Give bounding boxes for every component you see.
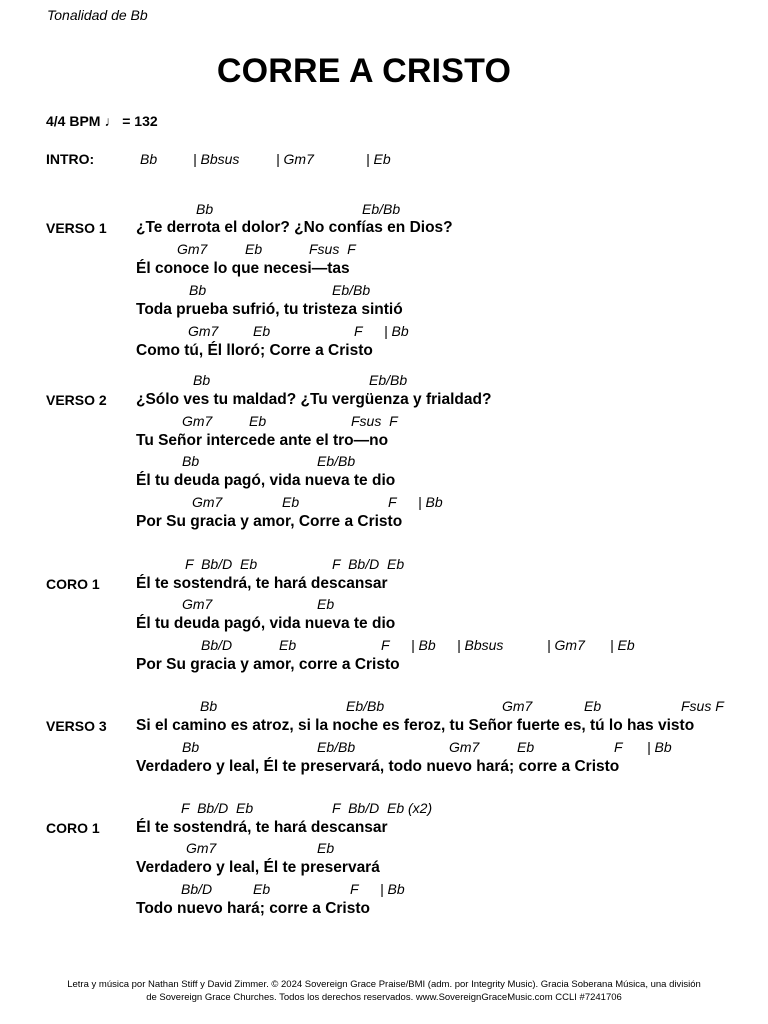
footer-line: de Sovereign Grace Churches. Todos los derechos reservados. www.SovereignGraceMusic.com CCLI #7241706 (146, 991, 622, 1003)
chord: Bb (182, 453, 200, 469)
chord: Eb/Bb (332, 282, 371, 298)
section-label-chorus-1: CORO 1 (46, 576, 100, 592)
song-title: CORRE A CRISTO (216, 52, 512, 90)
chord: | Gm7 (547, 637, 585, 653)
chord: Gm7 (177, 241, 208, 257)
chord: F Bb/D Eb (x2) (332, 800, 433, 816)
lyric-line: Él te sostendrá, te hará descansar (136, 575, 388, 592)
chord: Eb (253, 323, 271, 339)
copyright-footer (0, 979, 768, 1004)
chord: Bb/D (181, 881, 213, 897)
lyric-line: Verdadero y leal, Él te preservará, todo nuevo hará; corre a Cristo (136, 758, 620, 775)
lyric-line: ¿Te derrota el dolor? ¿No confías en Dios? (136, 219, 453, 236)
lyric-line: Como tú, Él lloró; Corre a Cristo (136, 342, 373, 359)
chord: F Bb/D Eb (181, 800, 254, 816)
chord: Bb (193, 372, 211, 388)
chord: Bb (200, 698, 218, 714)
lyric-line: ¿Sólo ves tu maldad? ¿Tu vergüenza y frialdad? (136, 391, 492, 408)
chord: Gm7 (188, 323, 219, 339)
chord: Gm7 (449, 739, 480, 755)
chord: F (381, 637, 390, 653)
chord: F (354, 323, 363, 339)
chord: Eb/Bb (369, 372, 408, 388)
chord: Eb (279, 637, 297, 653)
chord: Eb (317, 840, 335, 856)
section-label-verse-3: VERSO 3 (46, 718, 107, 734)
chord: Gm7 (186, 840, 217, 856)
chord: F (388, 494, 397, 510)
chord: Eb (249, 413, 267, 429)
key-note: Tonalidad de Bb (47, 7, 148, 23)
chord: | Bb (411, 637, 436, 653)
chord: | Bb (418, 494, 443, 510)
chord: Fsus F (309, 241, 356, 257)
lyric-line: Él tu deuda pagó, vida nueva te dio (136, 615, 396, 632)
lyric-line: Él te sostendrá, te hará descansar (136, 819, 388, 836)
chord: F (614, 739, 623, 755)
chord: Gm7 (502, 698, 533, 714)
chord: Eb/Bb (362, 201, 401, 217)
lyric-line: Si el camino es atroz, si la noche es feroz, tu Señor fuerte es, tú lo has visto (136, 717, 695, 734)
lyric-line: Por Su gracia y amor, Corre a Cristo (136, 513, 403, 530)
chord: Eb (245, 241, 263, 257)
chord: Eb/Bb (346, 698, 385, 714)
chord: | Bbsus (193, 151, 240, 167)
chord: Fsus F (681, 698, 724, 714)
footer-line: Letra y música por Nathan Stiff y David Zimmer. © 2024 Sovereign Grace Praise/BMI (adm. por Integrity Music). Gracia Soberana Música, una división (67, 979, 701, 990)
chord: Eb (517, 739, 535, 755)
chord: Gm7 (182, 596, 213, 612)
lyric-line: Él tu deuda pagó, vida nueva te dio (136, 472, 396, 489)
chord: F (350, 881, 359, 897)
chord: F Bb/D Eb (185, 556, 258, 572)
chord: | Eb (366, 151, 391, 167)
chord: Eb/Bb (317, 739, 356, 755)
lyric-line: Toda prueba sufrió, tu tristeza sintió (136, 301, 403, 318)
lyric-line: Tu Señor intercede ante el tro—no (136, 432, 389, 449)
chord: Bb (196, 201, 214, 217)
chord: F Bb/D Eb (332, 556, 405, 572)
chord: Gm7 (182, 413, 213, 429)
chord: | Bb (647, 739, 672, 755)
chord: Eb (584, 698, 602, 714)
chord: | Eb (610, 637, 635, 653)
chord: Bb/D (201, 637, 233, 653)
chord: Bb (189, 282, 207, 298)
section-label-verse-1: VERSO 1 (46, 220, 107, 236)
chord: Bb (140, 151, 158, 167)
lyric-line: Él conoce lo que necesi—tas (136, 260, 350, 277)
chord: Eb/Bb (317, 453, 356, 469)
tempo-marking: 4/4 BPM ♩ = 132 (46, 113, 158, 129)
chord: | Bbsus (457, 637, 504, 653)
lyric-line: Por Su gracia y amor, corre a Cristo (136, 656, 400, 673)
section-label-verse-2: VERSO 2 (46, 392, 107, 408)
chord: Eb (253, 881, 271, 897)
section-label-intro: INTRO: (46, 151, 95, 167)
lyric-line: Verdadero y leal, Él te preservará (136, 859, 380, 876)
chord: Fsus F (351, 413, 398, 429)
chord: Eb (317, 596, 335, 612)
chord: Gm7 (192, 494, 223, 510)
chord: | Bb (380, 881, 405, 897)
lyric-line: Todo nuevo hará; corre a Cristo (136, 900, 370, 917)
section-label-chorus-repeat: CORO 1 (46, 820, 100, 836)
chord: | Gm7 (276, 151, 314, 167)
chord: Eb (282, 494, 300, 510)
chord: Bb (182, 739, 200, 755)
chord: | Bb (384, 323, 409, 339)
